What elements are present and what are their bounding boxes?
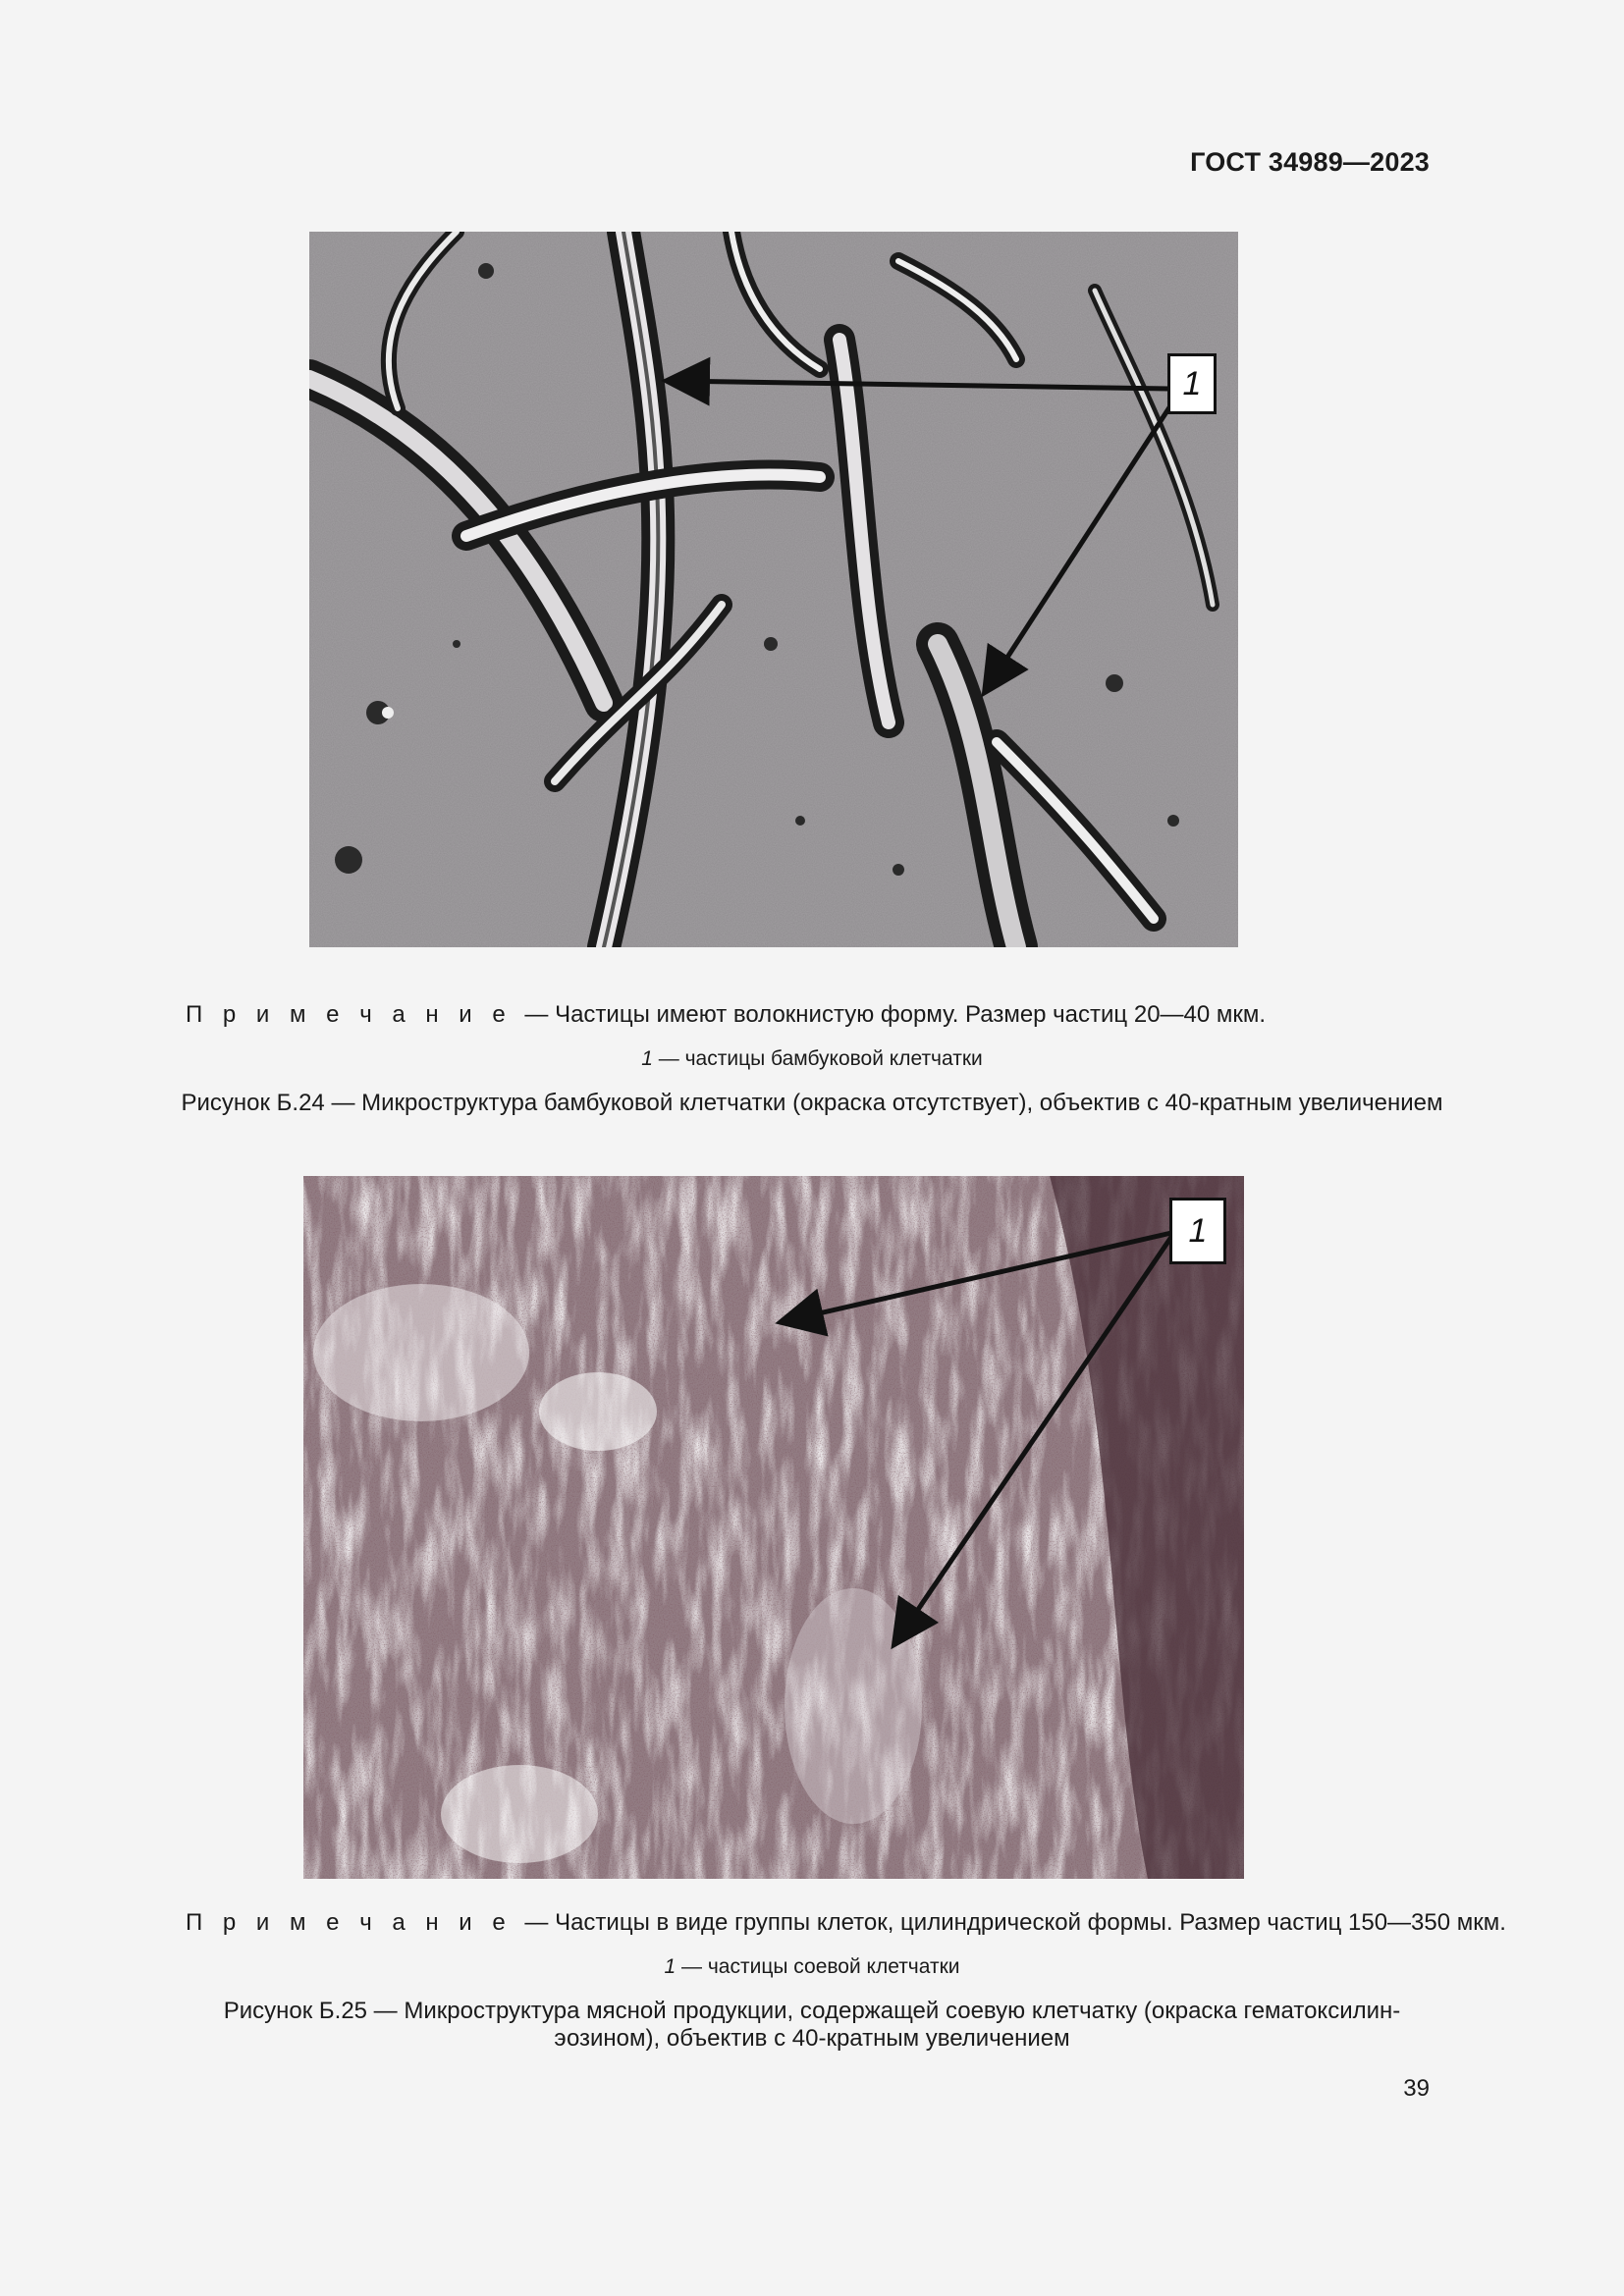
- legend-text: — частицы бамбуковой клетчатки: [658, 1047, 983, 1070]
- figure-b24-micrograph: [309, 232, 1238, 947]
- note-text: — Частицы имеют волокнистую форму. Размер частиц 20—40 мкм.: [524, 1001, 1267, 1028]
- caption-line-2: эозином), объектив с 40-кратным увеличением: [554, 2025, 1070, 2052]
- callout-1: 1: [1169, 1198, 1226, 1264]
- figure-b24-note: [186, 1001, 1266, 1029]
- figure-b24-caption: Рисунок Б.24 — Микроструктура бамбуковой клетчатки (окраска отсутствует), объектив с 40-кратным увеличением: [181, 1090, 1443, 1116]
- note-text: — Частицы в виде группы клеток, цилиндрической формы. Размер частиц 150—350 мкм.: [524, 1909, 1506, 1936]
- figure-b25-caption: [0, 1998, 1624, 2053]
- document-header: ГОСТ 34989—2023: [1190, 147, 1430, 177]
- legend-number: 1: [664, 1955, 677, 1978]
- note-label: П р и м е ч а н и е: [186, 1001, 513, 1028]
- legend-number: 1: [641, 1047, 653, 1070]
- legend-text: — частицы соевой клетчатки: [681, 1955, 960, 1978]
- soy-fiber-micrograph-image: [303, 1176, 1244, 1879]
- figure-b25-legend: [0, 1955, 1624, 1979]
- callout-1: 1: [1167, 353, 1217, 414]
- note-label: П р и м е ч а н и е: [186, 1909, 513, 1936]
- bamboo-fiber-micrograph-image: [309, 232, 1238, 947]
- figure-b24-legend: [0, 1047, 1624, 1071]
- figure-b25-note: [186, 1909, 1506, 1937]
- figure-b25-micrograph: [303, 1176, 1244, 1879]
- caption-line-1: Рисунок Б.25 — Микроструктура мясной продукции, содержащей соевую клетчатку (окраска гематоксилин-: [223, 1998, 1401, 2024]
- page-number: 39: [1403, 2075, 1430, 2102]
